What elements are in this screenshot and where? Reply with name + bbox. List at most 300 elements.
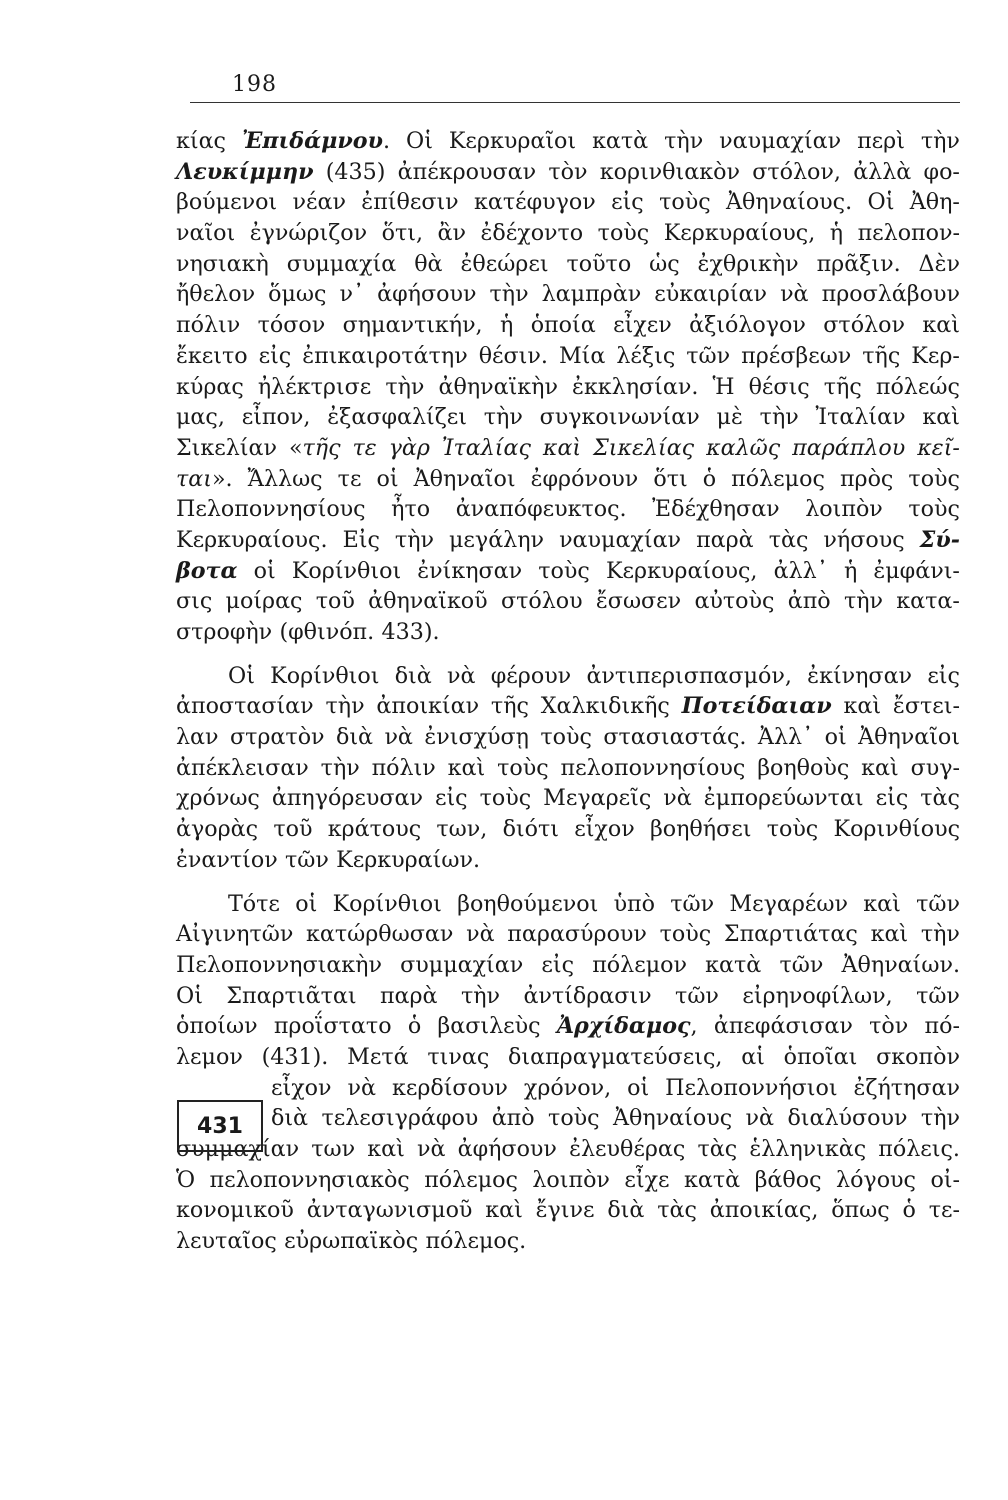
text-line [176, 464, 960, 495]
text: ἐγνώριζον [249, 220, 368, 247]
word [417, 1134, 445, 1165]
text: τοὺς [659, 921, 712, 948]
word [508, 1042, 722, 1073]
word [395, 661, 432, 692]
text: ὅπως [831, 1197, 890, 1224]
text: προΐστατο [273, 1013, 392, 1040]
word [456, 494, 627, 525]
word [382, 617, 440, 648]
word [741, 1042, 765, 1073]
word [729, 889, 848, 920]
word [925, 1011, 960, 1042]
text: Χαλκιδικῆς [540, 693, 670, 720]
word [649, 249, 680, 280]
word [176, 279, 255, 310]
text: Ἄλλως [247, 465, 323, 492]
text-line [176, 889, 960, 920]
word [922, 402, 960, 433]
word [292, 556, 401, 587]
text: Ἀθη- [909, 189, 960, 216]
word [660, 919, 712, 950]
text: αἱ [741, 1043, 765, 1070]
text: τὴν [920, 128, 960, 154]
text-line [176, 1042, 960, 1073]
word [840, 464, 893, 495]
text: ὁ [702, 465, 717, 492]
word [532, 1165, 610, 1196]
text: νέαν [292, 189, 346, 216]
text: κατέφυγον [474, 189, 596, 216]
text: καὶ [367, 1136, 405, 1162]
emphasized-term: βοτα [176, 557, 238, 584]
text-line [176, 1195, 960, 1226]
word [788, 586, 831, 617]
word [823, 525, 904, 556]
text: φο- [923, 158, 960, 185]
word [271, 1103, 308, 1134]
word [896, 586, 960, 617]
word [572, 372, 698, 403]
word [372, 753, 436, 784]
text: εἰς [434, 785, 468, 812]
word [911, 341, 960, 372]
text: Ἡ [712, 373, 735, 400]
word [714, 1011, 853, 1042]
text: διὰ [394, 662, 432, 689]
word [853, 157, 911, 188]
text: πόλεμος [731, 465, 825, 492]
text: κατα- [896, 588, 960, 615]
word [384, 722, 412, 753]
word [665, 1073, 837, 1104]
word [270, 661, 379, 692]
text: ἀπηγόρευσαν [271, 785, 423, 812]
text: οἰ- [930, 1166, 960, 1193]
word [876, 1042, 960, 1073]
text: λοιπὸν [805, 496, 883, 523]
text: ἀπέκλεισαν [176, 754, 309, 781]
text: ἀλλ᾿ [773, 557, 828, 584]
word [306, 919, 453, 950]
text: ἀθηναϊκοῦ [368, 588, 488, 615]
text: ἀφήσουν [377, 281, 477, 308]
text: εἶπον, [241, 404, 311, 431]
word [176, 845, 278, 876]
text: παρασύρουν [507, 921, 647, 948]
word [592, 126, 648, 157]
word [836, 1165, 916, 1196]
word [758, 722, 813, 753]
word [559, 341, 605, 372]
text: τόσον [257, 312, 326, 339]
text: τὴν [325, 693, 365, 720]
text-line [176, 753, 960, 784]
text: τὴν [664, 128, 704, 154]
text: συμμαχίαν [400, 951, 524, 978]
word [424, 1165, 518, 1196]
word [176, 586, 212, 617]
text: ἐνίκησαν [417, 557, 523, 584]
word [398, 157, 536, 188]
emphasized-term: Ἐπιδάμνου [241, 128, 383, 154]
word [176, 617, 272, 648]
word [541, 950, 574, 981]
text: ἐθεώρει [460, 250, 549, 277]
text: καὶ [870, 921, 909, 948]
word [616, 341, 675, 372]
word [548, 1103, 600, 1134]
word [742, 981, 892, 1012]
text: ἀπὸ [787, 588, 831, 615]
text: συγ- [910, 754, 960, 781]
text: εἰς [258, 342, 292, 369]
text: τὸν [548, 158, 588, 185]
text: διαλύσουν [787, 1105, 908, 1132]
text: στροφὴν [176, 619, 273, 645]
quotation: τε [352, 434, 377, 461]
text: οἱ [253, 557, 276, 584]
text: προσλάβουν [821, 281, 960, 308]
word [524, 1073, 611, 1104]
text: ἐπίθεσιν [361, 189, 459, 216]
word [596, 586, 681, 617]
text: βοηθούμενοι [457, 890, 599, 917]
text: Ἀθηναίους [613, 1105, 733, 1132]
word [460, 249, 548, 280]
text: ἀποστασίαν [176, 693, 314, 720]
text: τὴν [759, 404, 799, 431]
word [458, 1134, 557, 1165]
word [425, 1226, 526, 1257]
text: διὰ [271, 1105, 309, 1132]
text: καὶ [861, 754, 899, 781]
text: εἰρηνοφίλων, [742, 982, 893, 1009]
word [176, 722, 219, 753]
word [842, 950, 960, 981]
word [857, 126, 905, 157]
quotation: καὶ [542, 434, 582, 461]
text: Οἱ [228, 662, 255, 689]
paragraph-gap [176, 648, 960, 661]
word [328, 814, 421, 845]
word [480, 783, 532, 814]
word [427, 1042, 489, 1073]
text: τελεσιγράφου [321, 1105, 479, 1132]
text-line [176, 372, 960, 403]
text: τῆς [823, 373, 862, 400]
text: τὰς [697, 1136, 738, 1162]
word [176, 494, 366, 525]
text: ἀνταγωνισμοῦ [306, 1197, 473, 1224]
text: διότι [502, 816, 559, 843]
word [536, 1195, 595, 1226]
text: Κερκυραίους, [605, 557, 758, 584]
word [858, 722, 960, 753]
word [696, 525, 754, 556]
text: ὅμως [268, 281, 327, 308]
word [921, 126, 960, 157]
word [292, 187, 345, 218]
word [710, 1195, 819, 1226]
text: εἶχεν [613, 312, 672, 339]
word [176, 691, 314, 722]
text: νὰ [780, 281, 809, 308]
word [731, 464, 825, 495]
word [611, 187, 644, 218]
text: ὁποίων [176, 1013, 258, 1040]
text: στόλον [823, 312, 905, 339]
paragraph-gap [176, 876, 960, 889]
word [541, 691, 670, 722]
text: νὰ [447, 662, 476, 689]
text: ὁποῖαι [783, 1043, 858, 1070]
text: Ἀθηναίους. [725, 189, 853, 216]
text: εἰς [611, 189, 644, 216]
text: εἰς [541, 951, 575, 978]
word [176, 919, 293, 950]
text: τοὺς [538, 557, 590, 584]
word [817, 249, 901, 280]
word [822, 279, 960, 310]
word [242, 402, 311, 433]
word [780, 279, 808, 310]
word [176, 341, 248, 372]
text: ἀγορὰς [176, 816, 259, 843]
word [274, 1011, 392, 1042]
text-line [176, 187, 960, 218]
word [670, 889, 714, 920]
text: των [311, 1136, 356, 1162]
word [548, 157, 587, 188]
word [176, 556, 238, 587]
word [863, 889, 901, 920]
word [868, 187, 895, 218]
word [542, 279, 642, 310]
word [497, 753, 549, 784]
text: τῶν [675, 982, 719, 1009]
text-line [176, 249, 960, 280]
word [250, 218, 367, 249]
word [593, 433, 694, 464]
word [854, 1073, 960, 1104]
text: εἶχον [574, 816, 635, 843]
word [442, 433, 531, 464]
text: λοιπὸν [532, 1166, 610, 1193]
text: Αἰγινητῶν [176, 921, 294, 948]
word [561, 753, 746, 784]
word [719, 126, 841, 157]
text: τὰς [768, 526, 809, 553]
word [606, 556, 758, 587]
word [704, 783, 864, 814]
text: λαν [176, 724, 219, 751]
text: τὰς [920, 785, 960, 812]
text: νὰ [466, 921, 495, 948]
word [844, 556, 857, 587]
text: τὴν [489, 281, 529, 308]
text: Οἱ [176, 982, 203, 1009]
body-text [176, 126, 960, 1257]
text: τοὺς [766, 816, 819, 843]
text-line [176, 814, 960, 845]
word [557, 1011, 698, 1042]
text: καὶ [863, 890, 901, 917]
word [368, 586, 488, 617]
text: Σικελίαν [176, 434, 277, 461]
word [417, 556, 522, 587]
word [741, 341, 851, 372]
text: τὴν [394, 526, 434, 553]
text: βάθος [754, 1166, 822, 1193]
word [491, 661, 571, 692]
text: ἐκκλησίαν. [572, 373, 699, 400]
word [876, 783, 909, 814]
word [377, 464, 399, 495]
word [922, 310, 960, 341]
text: ἔκειτο [176, 342, 248, 369]
word [254, 556, 276, 587]
word [414, 464, 516, 495]
text: ἀντιπερισπασμόν, [586, 662, 792, 689]
text: στασιαστάς. [603, 724, 747, 751]
word [449, 525, 544, 556]
word [653, 464, 687, 495]
word [769, 525, 809, 556]
word [392, 1073, 508, 1104]
text: (435) [325, 158, 386, 185]
word [816, 402, 906, 433]
text: ἀλλὰ [853, 158, 912, 185]
word [176, 783, 260, 814]
word [176, 1226, 277, 1257]
word [287, 249, 397, 280]
text-line [176, 433, 960, 464]
word [273, 814, 312, 845]
word [574, 814, 635, 845]
text: ἐνισχύσῃ [424, 724, 529, 751]
text: οἱ [295, 890, 318, 917]
text: πελοποννησίους [560, 754, 746, 781]
word [540, 722, 592, 753]
text: φέρουν [490, 662, 572, 689]
text: τῆς [490, 693, 529, 720]
text: τοὺς [497, 754, 549, 781]
page-number: 198 [232, 72, 277, 97]
text: ἀποικίαν [376, 693, 480, 720]
word [466, 919, 494, 950]
word [176, 126, 226, 157]
text: στόλον, [752, 158, 841, 185]
text: πρέσβεων [741, 342, 852, 369]
word [262, 1042, 329, 1073]
text: κατὰ [705, 951, 762, 978]
word [917, 433, 960, 464]
text-line [176, 1103, 960, 1134]
text: ὑπὸ [613, 890, 655, 917]
word [752, 157, 841, 188]
word [408, 1011, 421, 1042]
text: αὐτοὺς [694, 588, 775, 615]
word [490, 279, 529, 310]
text: νὰ [745, 1105, 775, 1132]
word [447, 661, 475, 692]
text: μὲ [716, 404, 743, 431]
text: νὰ [384, 724, 413, 751]
word [400, 950, 523, 981]
word [569, 1134, 685, 1165]
word [326, 157, 386, 188]
text: Σπαρτιᾶται [226, 982, 357, 1009]
text: περὶ [857, 128, 905, 154]
quotation: Ἰταλίας [441, 434, 531, 461]
word [531, 310, 596, 341]
word [920, 783, 960, 814]
text: πόλιν [176, 312, 241, 339]
word [559, 525, 681, 556]
text-line [176, 691, 960, 722]
word [336, 845, 480, 876]
text: εἶχε [624, 1166, 670, 1193]
word [176, 1195, 294, 1226]
text: νησιακὴ [176, 250, 269, 277]
word [230, 722, 325, 753]
word [333, 889, 442, 920]
word [321, 1103, 478, 1134]
text: Μεγαρεῖς [543, 785, 652, 812]
word [598, 218, 650, 249]
word [501, 586, 583, 617]
text: 433). [381, 619, 440, 645]
text: χρόνως [176, 785, 260, 812]
header-rule [190, 102, 960, 103]
text: πόλεμος. [425, 1228, 527, 1255]
text: λέξις [616, 342, 676, 369]
text: ἐξασφαλίζει [327, 404, 467, 431]
text: των, [436, 816, 488, 843]
text: ν᾿ [339, 281, 365, 308]
text-line [176, 919, 960, 950]
text: Ἰταλίαν [815, 404, 906, 431]
word [248, 464, 323, 495]
word [376, 691, 479, 722]
word [380, 981, 438, 1012]
text: ὁποία [530, 312, 596, 339]
text: ἐμφάνι- [873, 557, 960, 584]
text: ἐλευθέρας [569, 1136, 686, 1162]
text: εἰς [875, 785, 909, 812]
word [176, 1165, 195, 1196]
text: ναῖοι [176, 220, 236, 247]
word [377, 279, 476, 310]
word [540, 402, 700, 433]
word [302, 341, 467, 372]
text: πελοποννησιακὸς [209, 1166, 410, 1193]
word [439, 372, 558, 403]
word [339, 279, 364, 310]
margin-note-box [177, 1100, 263, 1152]
word [682, 691, 832, 722]
word [367, 1134, 405, 1165]
text: ἀξιόλογον [689, 312, 806, 339]
text: παρὰ [696, 526, 754, 553]
text: ἐκίνησαν [807, 662, 913, 689]
word [724, 919, 858, 950]
text: Κερ- [911, 342, 960, 369]
text: οἱ [824, 724, 847, 751]
word [480, 218, 583, 249]
text: (431). [261, 1043, 329, 1070]
quotation: γὰρ [388, 434, 430, 461]
